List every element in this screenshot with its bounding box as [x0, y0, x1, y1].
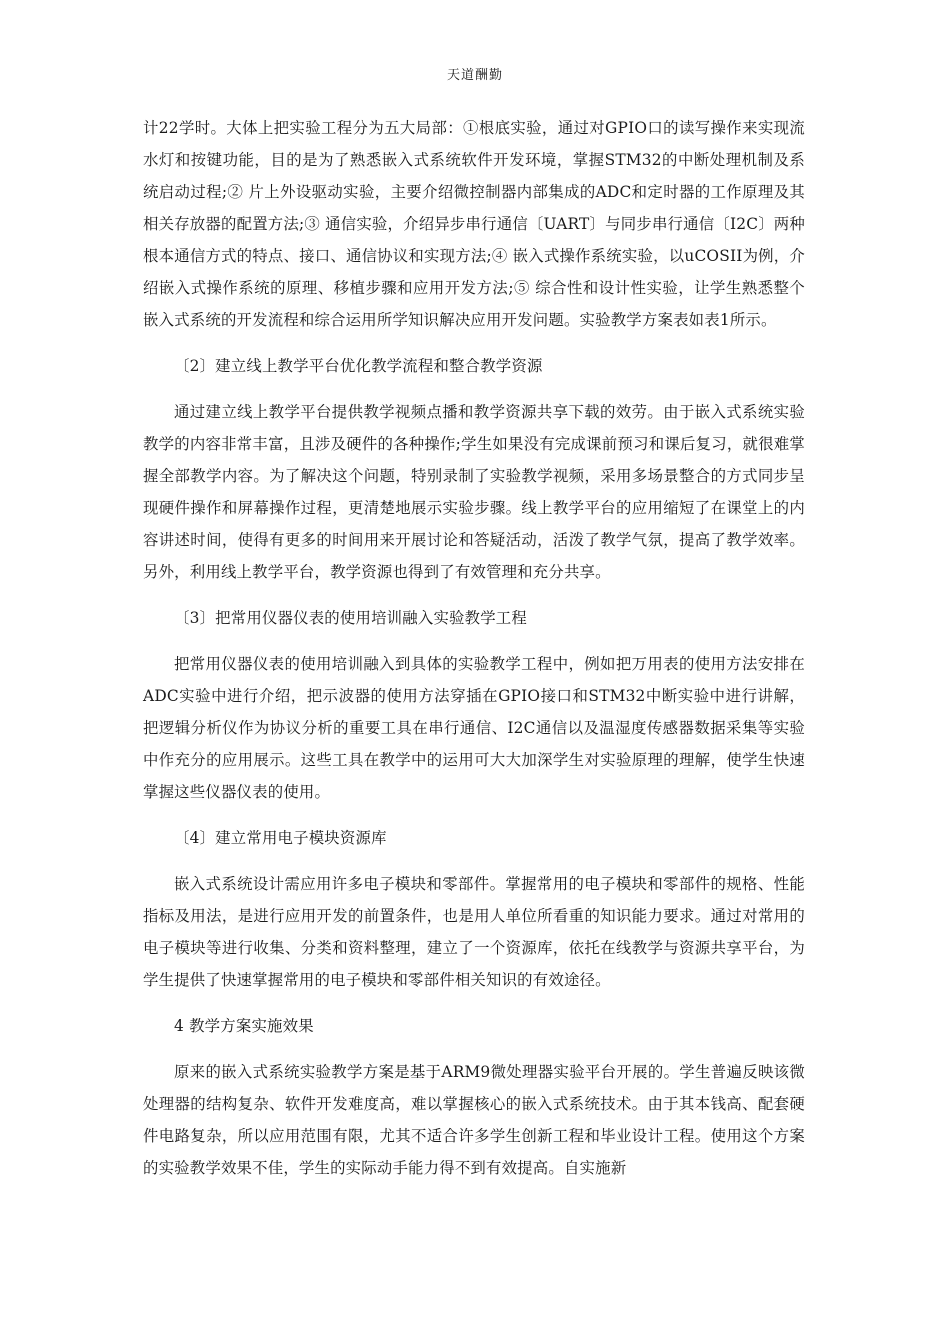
- section-heading-2: 〔2〕建立线上教学平台优化教学流程和整合教学资源: [174, 357, 543, 375]
- document-body: [143, 112, 805, 1184]
- paragraph-module-library: 嵌入式系统设计需应用许多电子模块和零部件。掌握常用的电子模块和零部件的规格、性能指标及用法，是进行应用开发的前置条件，也是用人单位所看重的知识能力要求。通过对常用的电子模块等进行收集、分类和资料整理，建立了一个资源库，依托在线教学与资源共享平台，为学生提供了快速掌握常用的电子模块和零部件相关知识的有效途径。: [143, 875, 805, 989]
- section-heading-implementation: 4 教学方案实施效果: [174, 1017, 314, 1035]
- section-heading-4: 〔4〕建立常用电子模块资源库: [174, 829, 387, 847]
- paragraph-instrument-training: 把常用仪器仪表的使用培训融入到具体的实验教学工程中，例如把万用表的使用方法安排在ADC实验中进行介绍，把示波器的使用方法穿插在GPIO接口和STM32中断实验中进行讲解，把逻辑分析仪作为协议分析的重要工具在串行通信、I2C通信以及温湿度传感器数据采集等实验中作充分的应用展示。这些工具在教学中的运用可大大加深学生对实验原理的理解，使学生快速掌握这些仪器仪表的使用。: [143, 655, 805, 801]
- paragraph-online-platform: 通过建立线上教学平台提供教学视频点播和教学资源共享下载的效劳。由于嵌入式系统实验教学的内容非常丰富，且涉及硬件的各种操作;学生如果没有完成课前预习和课后复习，就很难掌握全部教学内容。为了解决这个问题，特别录制了实验教学视频，采用多场景整合的方式同步呈现硬件操作和屏幕操作过程，更清楚地展示实验步骤。线上教学平台的应用缩短了在课堂上的内容讲述时间，使得有更多的时间用来开展讨论和答疑活动，活泼了教学气氛，提高了教学效率。另外，利用线上教学平台，教学资源也得到了有效管理和充分共享。: [143, 403, 805, 581]
- page-header: 天道酬勤: [446, 68, 503, 83]
- paragraph-experiment-modules: 计22学时。大体上把实验工程分为五大局部：①根底实验，通过对GPIO口的读写操作来实现流水灯和按键功能，目的是为了熟悉嵌入式系统软件开发环境，掌握STM32的中断处理机制及系统启动过程;② 片上外设驱动实验，主要介绍微控制器内部集成的ADC和定时器的工作原理及其相关存放器的配置方法;③ 通信实验，介绍异步串行通信〔UART〕与同步串行通信〔I2C〕两种根本通信方式的特点、接口、通信协议和实现方法;④ 嵌入式操作系统实验，以uCOSII为例，介绍嵌入式操作系统的原理、移植步骤和应用开发方法;⑤ 综合性和设计性实验，让学生熟悉整个嵌入式系统的开发流程和综合运用所学知识解决应用开发问题。实验教学方案表如表1所示。: [143, 119, 805, 329]
- paragraph-implementation-effect: 原来的嵌入式系统实验教学方案是基于ARM9微处理器实验平台开展的。学生普遍反映该微处理器的结构复杂、软件开发难度高，难以掌握核心的嵌入式系统技术。由于其本钱高、配套硬件电路复杂，所以应用范围有限，尤其不适合许多学生创新工程和毕业设计工程。使用这个方案的实验教学效果不佳，学生的实际动手能力得不到有效提高。自实施新: [143, 1063, 805, 1177]
- section-heading-3: 〔3〕把常用仪器仪表的使用培训融入实验教学工程: [174, 609, 527, 627]
